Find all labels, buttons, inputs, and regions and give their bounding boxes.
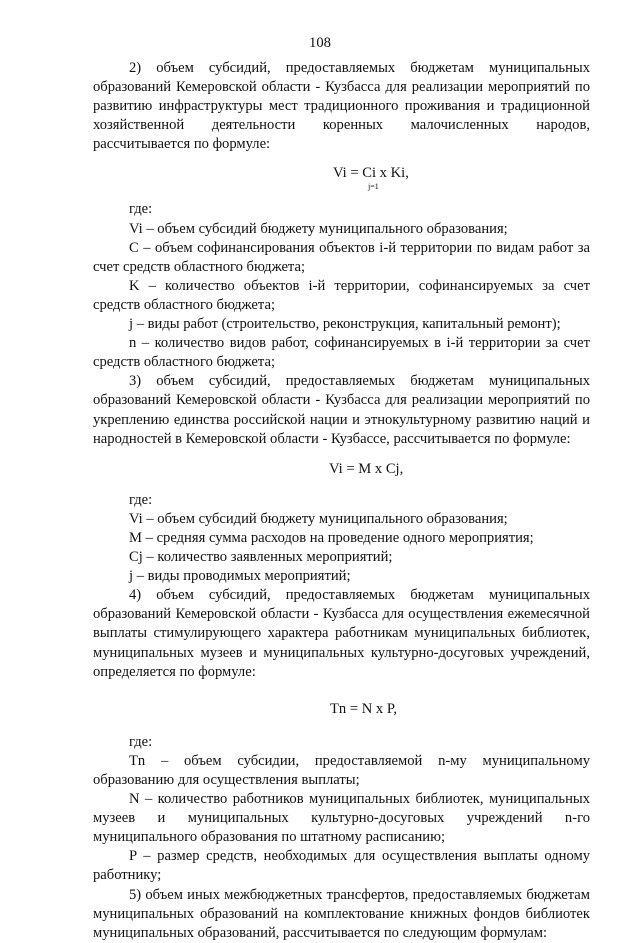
where-label: где: — [129, 733, 153, 750]
page-number: 108 — [309, 35, 331, 51]
definition-n-workers: N – количество работников муниципальных библиотек, муниципальных музеев и муниципальных культурно-досуговых учреждений n-го муниципального образования по штатному расписанию; — [93, 791, 590, 846]
definition-cj: Cj – количество заявленных мероприятий; — [129, 549, 393, 566]
formula-subsidy-nation-unity: Vi = M x Cj, — [329, 460, 404, 477]
formula-subsidy-infrastructure — [93, 164, 590, 200]
where-label: где: — [129, 491, 153, 508]
definition-k: K – количество объектов i-й территории, софинансируемых за счет средств областного бюджета; — [93, 277, 590, 313]
definition-vi: Vi – объем субсидий бюджету муниципального образования; — [129, 510, 508, 527]
formula-sum-index: j=1 — [368, 182, 379, 192]
definition-c: C – объем софинансирования объектов i-й территории по видам работ за счет средств областного бюджета; — [93, 239, 590, 275]
definition-tn: Tn – объем субсидии, предоставляемой n-му муниципальному образованию для осуществления выплаты; — [93, 752, 590, 788]
definition-vi: Vi – объем субсидий бюджету муниципального образования; — [129, 220, 508, 237]
definition-n: n – количество видов работ, софинансируемых в i-й территории за счет средств областного бюджета; — [93, 335, 590, 371]
formula-subsidy-payment: Tn = N x P, — [330, 700, 398, 717]
document-body — [93, 59, 590, 943]
formula-main-text: Vi = Ci x Ki, — [333, 165, 409, 182]
paragraph-item-2: 2) объем субсидий, предоставляемых бюджетам муниципальных образований Кемеровской области - Кузбасса для реализации мероприятий по развитию инфраструктуры мест традиционного проживания и традиционной хозяйственной деятельности коренных малочисленных народов, рассчитывается по формуле: — [93, 60, 590, 153]
definition-m: M – средняя сумма расходов на проведение одного мероприятия; — [129, 529, 534, 546]
definition-p: P – размер средств, необходимых для осуществления выплаты одному работнику; — [93, 848, 590, 884]
paragraph-item-3: 3) объем субсидий, предоставляемых бюджетам муниципальных образований Кемеровской области - Кузбасса для реализации мероприятий по укреплению единства российской нации и этнокультурному развитию наций и народностей в Кемеровской области - Кузбассе, рассчитывается по формуле: — [93, 373, 590, 447]
paragraph-item-5: 5) объем иных межбюджетных трансфертов, предоставляемых бюджетам муниципальных образований на комплектование книжных фондов библиотек муниципальных образований, рассчитывается по следующим формулам: — [93, 886, 590, 941]
definition-j: j – виды проводимых мероприятий; — [129, 568, 351, 585]
definition-j: j – виды работ (строительство, реконструкция, капитальный ремонт); — [129, 316, 561, 333]
paragraph-item-4: 4) объем субсидий, предоставляемых бюджетам муниципальных образований Кемеровской области - Кузбасса для осуществления ежемесячной выплаты стимулирующего характера работникам муниципальных библиотек, муниципальных музеев и муниципальных культурно-досуговых учреждений, определяется по формуле: — [93, 587, 590, 680]
where-label: где: — [129, 201, 153, 218]
